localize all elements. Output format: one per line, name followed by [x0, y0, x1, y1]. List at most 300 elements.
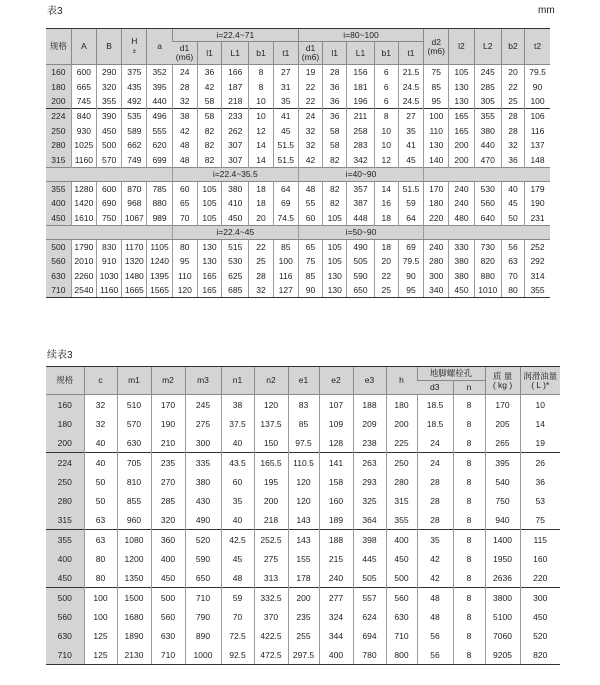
table-cell: 1350 [117, 568, 151, 588]
table-cell: 8 [453, 414, 485, 433]
table-cell: 235 [288, 607, 319, 626]
table-cell: 58 [197, 109, 221, 124]
table-cell: 50 [84, 491, 117, 510]
table-cell: 1200 [117, 549, 151, 568]
table-cell: 1170 [122, 239, 147, 254]
table-cell: 20 [249, 211, 273, 226]
table-cell: 106 [525, 109, 550, 124]
table-cell: 2636 [485, 568, 520, 588]
table-cell: 20 [374, 254, 398, 268]
table-cell: 10 [249, 109, 273, 124]
table-cell: 100 [424, 109, 449, 124]
table-cell: 240 [319, 568, 353, 588]
table-cell: 37.5 [221, 414, 254, 433]
table-cell: 109 [319, 414, 353, 433]
table-cell: 28 [501, 109, 524, 124]
table-cell: 120 [254, 395, 288, 415]
table-cell: 314 [525, 269, 550, 283]
table-cell: 1950 [485, 549, 520, 568]
table-cell: 70 [221, 607, 254, 626]
table-cell: 662 [122, 138, 147, 152]
table-cell: 277 [319, 588, 353, 608]
row-spec: 630 [46, 626, 84, 645]
table-cell: 332.5 [254, 588, 288, 608]
table-cell: 51.5 [273, 152, 298, 167]
table-cell: 380 [222, 181, 249, 196]
table-cell: 430 [185, 491, 221, 510]
table-cell: 1160 [96, 283, 121, 298]
table-cell: 156 [347, 65, 374, 80]
header2-spec: 规格 [46, 367, 84, 395]
table-cell: 82 [323, 181, 347, 196]
table-cell: 24 [417, 433, 453, 453]
row-spec: 224 [46, 453, 84, 473]
row-spec: 180 [46, 79, 71, 93]
table-cell: 35 [273, 94, 298, 109]
table-cell: 31 [273, 79, 298, 93]
table-cell: 53 [520, 491, 560, 510]
header2-m2: m2 [151, 367, 185, 395]
table-cell: 137.5 [254, 414, 288, 433]
row-spec: 280 [46, 138, 71, 152]
ratio-range-label: i=40~90 [298, 167, 423, 181]
table-cell: 557 [353, 588, 386, 608]
table-cell: 55 [298, 196, 322, 210]
table-cell: 1320 [122, 254, 147, 268]
table-cell: 2260 [71, 269, 96, 283]
table-cell: 472.5 [254, 645, 288, 665]
table-cell: 105 [197, 211, 221, 226]
table-cell: 300 [185, 433, 221, 453]
table-cell: 40 [221, 510, 254, 530]
ratio-range-label: i=22.4~45 [172, 225, 298, 239]
table-cell: 352 [147, 65, 172, 80]
table-cell: 25 [501, 94, 524, 109]
table-cell: 48 [417, 607, 453, 626]
table-cell: 36 [323, 109, 347, 124]
header2-d3: d3 [417, 381, 453, 395]
table-cell: 840 [71, 109, 96, 124]
table-cell: 14 [520, 414, 560, 433]
table-cell: 130 [424, 138, 449, 152]
ratio-header-blank [46, 167, 172, 181]
table-cell: 41 [273, 109, 298, 124]
table-cell: 940 [485, 510, 520, 530]
table-cell: 16 [374, 196, 398, 210]
table-cell: 880 [474, 269, 501, 283]
header-b1-g2: b1 [374, 42, 398, 65]
table-cell: 22 [249, 239, 273, 254]
table-cell: 22 [501, 79, 524, 93]
table-cell: 570 [96, 152, 121, 167]
table-cell: 355 [96, 94, 121, 109]
table-cell: 32 [298, 124, 322, 138]
table-cell: 8 [453, 453, 485, 473]
table-cell: 1890 [117, 626, 151, 645]
table-cell: 435 [122, 79, 147, 93]
table-cell: 105 [323, 211, 347, 226]
table-cell: 200 [449, 152, 474, 167]
table-cell: 65 [298, 239, 322, 254]
table-cell: 14 [374, 181, 398, 196]
table-cell: 255 [288, 626, 319, 645]
table-cell: 1665 [122, 283, 147, 298]
table-cell: 64 [273, 181, 298, 196]
row-spec: 355 [46, 530, 84, 550]
table-cell: 8 [453, 645, 485, 665]
table-cell: 1030 [96, 269, 121, 283]
table-cell: 620 [147, 138, 172, 152]
table-cell: 245 [185, 395, 221, 415]
table-cell: 530 [222, 254, 249, 268]
table-cell: 6 [374, 79, 398, 93]
table-cell: 18 [374, 239, 398, 254]
row-spec: 500 [46, 239, 71, 254]
table-cell: 28 [323, 65, 347, 80]
table-cell: 8 [453, 433, 485, 453]
table-cell: 158 [319, 472, 353, 491]
row-spec: 160 [46, 65, 71, 80]
table-cell: 82 [323, 196, 347, 210]
table-cell: 749 [122, 152, 147, 167]
table-cell: 32 [249, 283, 273, 298]
table-cell: 141 [319, 453, 353, 473]
table-cell: 10 [520, 395, 560, 415]
table-cell: 143 [288, 510, 319, 530]
header2-e2: e2 [319, 367, 353, 395]
continued-table [46, 366, 560, 665]
table-cell: 8 [249, 79, 273, 93]
table-cell: 85 [424, 79, 449, 93]
header-d1-g2: d1 (m6) [298, 42, 322, 65]
row-spec: 560 [46, 254, 71, 268]
table-cell: 36 [197, 65, 221, 80]
table-cell: 36 [520, 472, 560, 491]
table-cell: 8 [374, 109, 398, 124]
table-cell: 18.5 [417, 414, 453, 433]
table-cell: 380 [474, 124, 501, 138]
table-cell: 40 [84, 453, 117, 473]
row-spec: 200 [46, 94, 71, 109]
table-row [46, 181, 550, 196]
table-cell: 45 [398, 152, 423, 167]
table-cell: 1160 [71, 152, 96, 167]
header-A: A [71, 29, 96, 65]
table-cell: 27 [398, 109, 423, 124]
table-cell: 12 [374, 152, 398, 167]
ratio-header-blank [46, 225, 172, 239]
table-cell: 313 [254, 568, 288, 588]
table-cell: 32 [84, 395, 117, 415]
table-cell: 340 [424, 283, 449, 298]
table-cell: 25 [374, 283, 398, 298]
header-l1-g1: l1 [197, 42, 221, 65]
row-spec: 710 [46, 645, 84, 665]
dimension-table-body [46, 65, 550, 298]
table-cell: 64 [398, 211, 423, 226]
table-cell: 220 [424, 211, 449, 226]
table-cell: 189 [319, 510, 353, 530]
table-cell: 170 [424, 181, 449, 196]
table-cell: 127 [273, 283, 298, 298]
table-cell: 42 [417, 549, 453, 568]
table-cell: 45 [501, 196, 524, 210]
table-cell: 38 [221, 395, 254, 415]
table-cell: 492 [122, 94, 147, 109]
table-cell: 190 [525, 196, 550, 210]
table-cell: 360 [151, 530, 185, 550]
table-cell: 1565 [147, 283, 172, 298]
table-cell: 188 [353, 395, 386, 415]
table-cell: 1010 [474, 283, 501, 298]
row-spec: 315 [46, 152, 71, 167]
table-cell: 115 [520, 530, 560, 550]
table-cell: 335 [185, 453, 221, 473]
table-cell: 240 [424, 239, 449, 254]
table-cell: 65 [172, 196, 197, 210]
ratio-header-blank [424, 167, 550, 181]
header-b1-g1: b1 [249, 42, 273, 65]
table-cell: 41 [398, 138, 423, 152]
table-cell: 181 [347, 79, 374, 93]
row-spec: 630 [46, 269, 71, 283]
table-cell: 56 [501, 239, 524, 254]
table-row [46, 211, 550, 226]
header-d1-g1: d1 (m6) [172, 42, 197, 65]
table-row [46, 626, 560, 645]
table-cell: 283 [347, 138, 374, 152]
table-cell: 330 [449, 239, 474, 254]
table-cell: 505 [353, 568, 386, 588]
table-cell: 785 [147, 181, 172, 196]
table-cell: 92.5 [221, 645, 254, 665]
table2-caption: 续表3 [47, 350, 73, 361]
table-cell: 105 [449, 65, 474, 80]
table-cell: 450 [449, 283, 474, 298]
table-cell: 28 [249, 269, 273, 283]
table-cell: 422.5 [254, 626, 288, 645]
table-row [46, 152, 550, 167]
table-cell: 79.5 [525, 65, 550, 80]
table-cell: 36 [501, 152, 524, 167]
table-cell: 48 [221, 568, 254, 588]
table-cell: 10 [374, 124, 398, 138]
row-spec: 250 [46, 472, 84, 491]
table-row [46, 138, 550, 152]
table-cell: 188 [319, 530, 353, 550]
table-cell: 968 [122, 196, 147, 210]
table-cell: 155 [288, 549, 319, 568]
table-cell: 210 [151, 433, 185, 453]
table-cell: 285 [151, 491, 185, 510]
table-row [46, 607, 560, 626]
table-cell: 79.5 [398, 254, 423, 268]
table-row [46, 472, 560, 491]
table-cell: 270 [151, 472, 185, 491]
table-cell: 22 [298, 79, 322, 93]
header-t1-g2: t1 [398, 42, 423, 65]
table-cell: 8 [453, 395, 485, 415]
table-cell: 45 [273, 124, 298, 138]
table-cell: 560 [474, 196, 501, 210]
table-cell: 180 [386, 395, 417, 415]
table-cell: 130 [197, 239, 221, 254]
table-cell: 100 [84, 607, 117, 626]
table-cell: 395 [485, 453, 520, 473]
header2-n1: n1 [221, 367, 254, 395]
table-cell: 125 [84, 645, 117, 665]
table-row [46, 414, 560, 433]
table-cell: 342 [347, 152, 374, 167]
header-L2: L2 [474, 29, 501, 65]
table-cell: 280 [424, 254, 449, 268]
table-cell: 148 [525, 152, 550, 167]
table-cell: 1067 [122, 211, 147, 226]
table-row [46, 433, 560, 453]
table-cell: 58 [197, 94, 221, 109]
table-cell: 69 [273, 196, 298, 210]
table-row [46, 269, 550, 283]
table-cell: 48 [298, 181, 322, 196]
header2-n: n [453, 381, 485, 395]
table-cell: 170 [151, 395, 185, 415]
table-cell: 505 [347, 254, 374, 268]
table-row [46, 196, 550, 210]
table-cell: 32 [172, 94, 197, 109]
table-cell: 218 [222, 94, 249, 109]
table-cell: 8 [453, 549, 485, 568]
table-cell: 85 [298, 269, 322, 283]
table-cell: 5100 [485, 607, 520, 626]
row-spec: 250 [46, 124, 71, 138]
table-cell: 26 [520, 453, 560, 473]
table-cell: 165 [449, 109, 474, 124]
table-cell: 110 [172, 269, 197, 283]
table-cell: 855 [117, 491, 151, 510]
table-cell: 130 [323, 269, 347, 283]
table-cell: 233 [222, 109, 249, 124]
table-cell: 285 [474, 79, 501, 93]
table-cell: 51.5 [273, 138, 298, 152]
table-cell: 74.5 [273, 211, 298, 226]
table-cell: 355 [386, 510, 417, 530]
table-cell: 275 [254, 549, 288, 568]
row-spec: 450 [46, 211, 71, 226]
table-cell: 195 [254, 472, 288, 491]
table-cell: 1105 [147, 239, 172, 254]
table-row [46, 453, 560, 473]
table-row [46, 491, 560, 510]
table-cell: 630 [117, 433, 151, 453]
table-cell: 290 [96, 65, 121, 80]
header2-e1: e1 [288, 367, 319, 395]
table-cell: 200 [386, 414, 417, 433]
table-cell: 160 [319, 491, 353, 510]
table-cell: 218 [254, 510, 288, 530]
table-row [46, 510, 560, 530]
table-cell: 50 [84, 472, 117, 491]
table-cell: 200 [449, 138, 474, 152]
table-cell: 105 [323, 239, 347, 254]
table-cell: 42 [172, 124, 197, 138]
table-cell: 2540 [71, 283, 96, 298]
table1-caption: 表3 [47, 6, 63, 17]
table-cell: 9205 [485, 645, 520, 665]
table-cell: 85 [273, 239, 298, 254]
table-cell: 400 [319, 645, 353, 665]
table-cell: 48 [172, 152, 197, 167]
table-cell: 710 [185, 588, 221, 608]
table-cell: 116 [273, 269, 298, 283]
table-cell: 355 [525, 283, 550, 298]
row-spec: 450 [46, 568, 84, 588]
ratio-range-label: i=50~90 [298, 225, 423, 239]
table-cell: 500 [151, 588, 185, 608]
table-cell: 220 [520, 568, 560, 588]
header2-oil: 润滑油量 ( L )* [520, 367, 560, 395]
table-cell: 60 [221, 472, 254, 491]
table-row [46, 239, 550, 254]
table-row [46, 109, 550, 124]
table-cell: 570 [117, 414, 151, 433]
table-cell: 187 [222, 79, 249, 93]
table-cell: 357 [347, 181, 374, 196]
table-cell: 364 [353, 510, 386, 530]
table-cell: 42 [298, 152, 322, 167]
table-cell: 125 [84, 626, 117, 645]
table-cell: 480 [449, 211, 474, 226]
table-row [46, 124, 550, 138]
table-cell: 710 [151, 645, 185, 665]
table-cell: 85 [288, 414, 319, 433]
table-cell: 180 [424, 196, 449, 210]
table-cell: 40 [221, 433, 254, 453]
table-cell: 600 [71, 65, 96, 80]
table-cell: 22 [374, 269, 398, 283]
header2-n2: n2 [254, 367, 288, 395]
table-cell: 496 [147, 109, 172, 124]
table-cell: 1400 [485, 530, 520, 550]
table-cell: 665 [71, 79, 96, 93]
table-cell: 59 [221, 588, 254, 608]
table-cell: 280 [386, 472, 417, 491]
table-cell: 705 [117, 453, 151, 473]
table-cell: 410 [222, 196, 249, 210]
table-cell: 2010 [71, 254, 96, 268]
header-H: H ± [122, 29, 147, 65]
table-cell: 128 [319, 433, 353, 453]
table-cell: 165 [449, 124, 474, 138]
table-cell: 82 [197, 124, 221, 138]
table-cell: 1480 [122, 269, 147, 283]
table-cell: 500 [386, 568, 417, 588]
header-t1-g1: t1 [273, 42, 298, 65]
table-cell: 75 [298, 254, 322, 268]
table-cell: 440 [147, 94, 172, 109]
table-cell: 225 [386, 433, 417, 453]
header2-m3: m3 [185, 367, 221, 395]
table-cell: 650 [185, 568, 221, 588]
table-cell: 179 [525, 181, 550, 196]
table-cell: 8 [249, 65, 273, 80]
table-cell: 8 [453, 588, 485, 608]
table-row [46, 283, 550, 298]
table-cell: 28 [501, 124, 524, 138]
table-cell: 398 [353, 530, 386, 550]
table-cell: 69 [398, 239, 423, 254]
table-cell: 28 [417, 491, 453, 510]
header2-c: c [84, 367, 117, 395]
